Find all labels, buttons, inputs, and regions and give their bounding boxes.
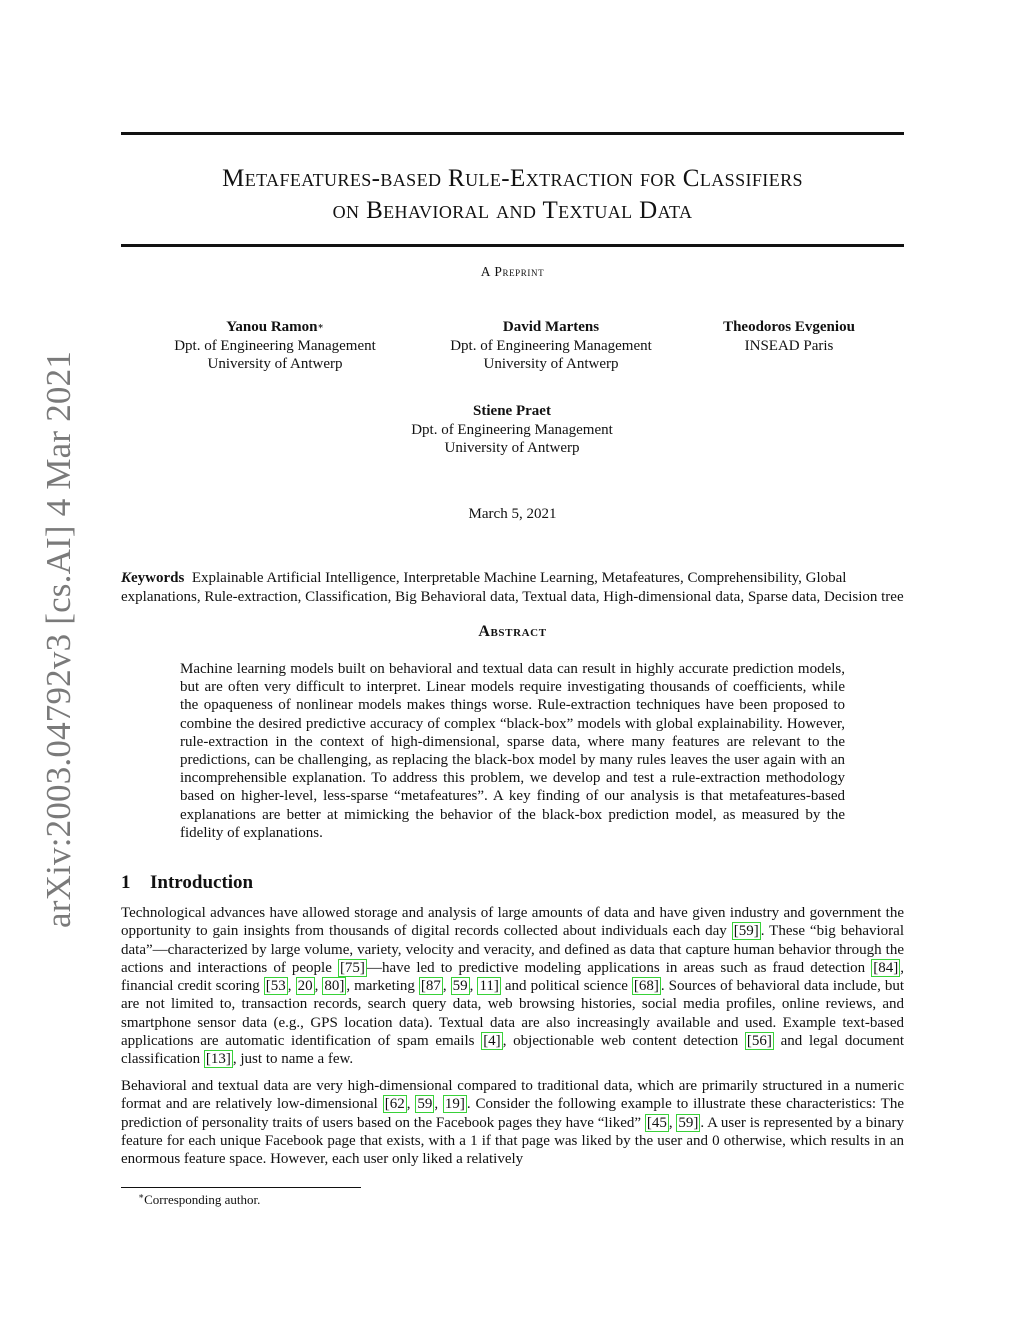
abstract-body: Machine learning models built on behavioral and textual data can result in highly accurate prediction models, but are often very difficult to interpret. Linear models require investigating thousands of coefficients, while the opaqueness of nonlinear models makes things worse. Rule-extraction techniques have been proposed to combine the desired predictive accuracy of complex “black-box” models with global explainability. However, rule-extraction in the context of high-dimensional, sparse data, where many features are relevant to the predictions, can be challenging, as replacing the black-box model by many rules leaves the user again with an incomprehensible explanation. To address this problem, we develop and test a rule-extraction methodology based on higher-level, less-sparse “metafeatures”. A key finding of our analysis is that metafeatures-based explanations are better at mimicking the behavior of the black-box prediction model, as measured by the fidelity of explanations.: [180, 661, 845, 841]
citation-link[interactable]: 80]: [324, 978, 345, 995]
paragraph-text: . Consider the following example to illustrate these characteristics: The prediction of personality traits of users based on the Facebook pages they have “liked”: [121, 1096, 904, 1131]
title-text-2: on Behavioral and Textual Data: [332, 197, 693, 224]
citation-link[interactable]: [45: [646, 1114, 667, 1131]
citation-link[interactable]: 59: [417, 1096, 433, 1113]
author-name-text: Yanou Ramon: [226, 319, 318, 335]
paragraph-text: —have led to predictive modeling applications in areas such as fraud detection: [366, 959, 872, 976]
paragraph-text: . Sources of behavioral data include, but are not limited to, transaction records, search query data, web browsing histories, social media profiles, online reviews, and smartphone sensor data (e.g., GPS location data). Textual data are also increasingly available and used. Example text-based applications are automatic identification of spam emails: [121, 978, 905, 1050]
author-block: [416, 318, 686, 374]
citation-link[interactable]: [84]: [873, 959, 899, 976]
keywords-label-rest: eywords: [131, 570, 185, 586]
citation-link[interactable]: [13]: [205, 1051, 231, 1068]
paragraph-text: and legal document classification: [121, 1033, 904, 1068]
paper-title-line-2: [121, 196, 904, 226]
author-affiliation: INSEAD Paris: [744, 337, 834, 354]
title-rule-bottom: [121, 244, 904, 247]
keywords-block: [121, 569, 904, 606]
footnote-marker: ∗: [138, 1191, 145, 1201]
author-affiliation: University of Antwerp: [207, 356, 343, 372]
citation-link[interactable]: [62: [384, 1096, 405, 1113]
section-heading: [121, 872, 253, 894]
section-title: Introduction: [150, 872, 254, 893]
citation-link[interactable]: [59]: [733, 923, 759, 940]
preprint-label: [121, 264, 904, 280]
arxiv-identifier-stamp: arXiv:2003.04792v3 [cs.AI] 4 Mar 2021: [39, 350, 78, 928]
body-paragraph: Behavioral and textual data are very high-dimensional compared to traditional data, which are primarily structured in a numeric format and are relatively low-dimensional [62 , 59 , 19] . Consider the following example to illustrate these characteristics: The prediction of personality traits of users based on the Facebook pages they have “liked” [45 , 59] . A user is represented by a binary feature for each unique Facebook page that exists, with a 1 if that page was liked by the user and 0 otherwise, which results in an enormous feature space. However, each user only liked a relatively: [121, 1078, 905, 1168]
citation-link[interactable]: [75]: [339, 959, 365, 976]
citation-link[interactable]: [53: [265, 978, 286, 995]
paragraph-text: . A user is represented by a binary feature for each unique Facebook page that exists, with a 1 if that page was liked by the user and 0 otherwise, which results in an enormous feature space. However, each user only liked a relatively: [121, 1114, 905, 1168]
author-name: [140, 318, 410, 337]
preprint-text: A Preprint: [480, 264, 545, 279]
citation-link[interactable]: 20: [297, 978, 313, 995]
citation-link[interactable]: [4]: [483, 1033, 501, 1050]
body-paragraph: Technological advances have allowed storage and analysis of large amounts of data and have given industry and government the opportunity to gain insights from thousands of digital records collected about individuals each day [59] . These “big behavioral data”—characterized by large volume, variety, velocity and veracity, and defined as data that capture human behavior through the actions and interactions of people [75] —have led to predictive modeling applications in areas such as fraud detection [84] , financial credit scoring [53 , 20 , 80] , marketing [87 , 59 , 11] and political science [68] . Sources of behavioral data include, but are not limited to, transaction records, search query data, web browsing histories, social media profiles, online reviews, and smartphone sensor data (e.g., GPS location data). Textual data are also increasingly available and used. Example text-based applications are automatic identification of spam emails [4] , objectionable web content detection [56] and legal document classification [13] , just to name a few.: [121, 905, 905, 1068]
publication-date: March 5, 2021: [468, 506, 557, 522]
keywords-label-initial: K: [121, 570, 132, 586]
citation-link[interactable]: 11]: [479, 978, 499, 995]
paragraph-text: , just to name a few.: [232, 1051, 354, 1068]
paragraph-text: . These “big behavioral data”—characterized by large volume, variety, velocity and veracity, and defined as data that capture human behavior through the actions and interactions of people: [121, 923, 904, 976]
citation-link[interactable]: [56]: [746, 1033, 772, 1050]
footnote: [138, 1192, 260, 1208]
author-affiliation: Dpt. of Engineering Management: [411, 421, 613, 438]
author-affiliation: University of Antwerp: [444, 440, 580, 456]
citation-link[interactable]: 59: [452, 978, 468, 995]
author-name: Theodoros Evgeniou: [723, 319, 855, 335]
citation-link[interactable]: [68]: [633, 978, 659, 995]
author-name: Stiene Praet: [473, 403, 551, 419]
author-affiliation: University of Antwerp: [483, 356, 619, 372]
keywords-text: Explainable Artificial Intelligence, Interpretable Machine Learning, Metafeatures, Comprehensibility, Global explanations, Rule-extraction, Classification, Big Behavioral data, Textual data, High-dimensional data, Sparse data, Decision tree: [121, 570, 904, 605]
citation-link[interactable]: 59]: [678, 1114, 699, 1131]
paragraph-text: , financial credit scoring: [121, 959, 904, 995]
citation-link[interactable]: 19]: [444, 1096, 465, 1113]
author-name: David Martens: [502, 319, 600, 335]
author-block: [689, 318, 889, 355]
abstract-heading: [121, 623, 904, 641]
footnote-marker: ∗: [317, 321, 324, 331]
paper-title-line-1: [121, 164, 904, 194]
footnote-text: Corresponding author.: [144, 1192, 261, 1207]
author-affiliation: Dpt. of Engineering Management: [450, 337, 652, 354]
author-block: [140, 318, 410, 374]
keywords-label: [121, 570, 184, 586]
author-block: [377, 402, 647, 458]
title-rule-top: [121, 132, 904, 135]
title-text-1: Metafeatures-based Rule-Extraction for Classifiers: [222, 165, 803, 192]
paragraph-text: , marketing: [346, 978, 419, 995]
citation-link[interactable]: [87: [420, 978, 441, 995]
paragraph-text: , objectionable web content detection: [502, 1033, 745, 1050]
section-number: 1: [121, 872, 131, 893]
abstract-heading-text: Abstract: [478, 623, 547, 640]
paragraph-text: and political science: [500, 978, 632, 995]
footnote-rule: [121, 1187, 361, 1188]
author-affiliation: Dpt. of Engineering Management: [174, 337, 376, 354]
paragraph-text: Technological advances have allowed storage and analysis of large amounts of data and have given industry and government the opportunity to gain insights from thousands of digital records collected about individuals each day: [121, 905, 904, 940]
paragraph-text: Behavioral and textual data are very high-dimensional compared to traditional data, which are primarily structured in a numeric format and are relatively low-dimensional: [121, 1078, 904, 1113]
